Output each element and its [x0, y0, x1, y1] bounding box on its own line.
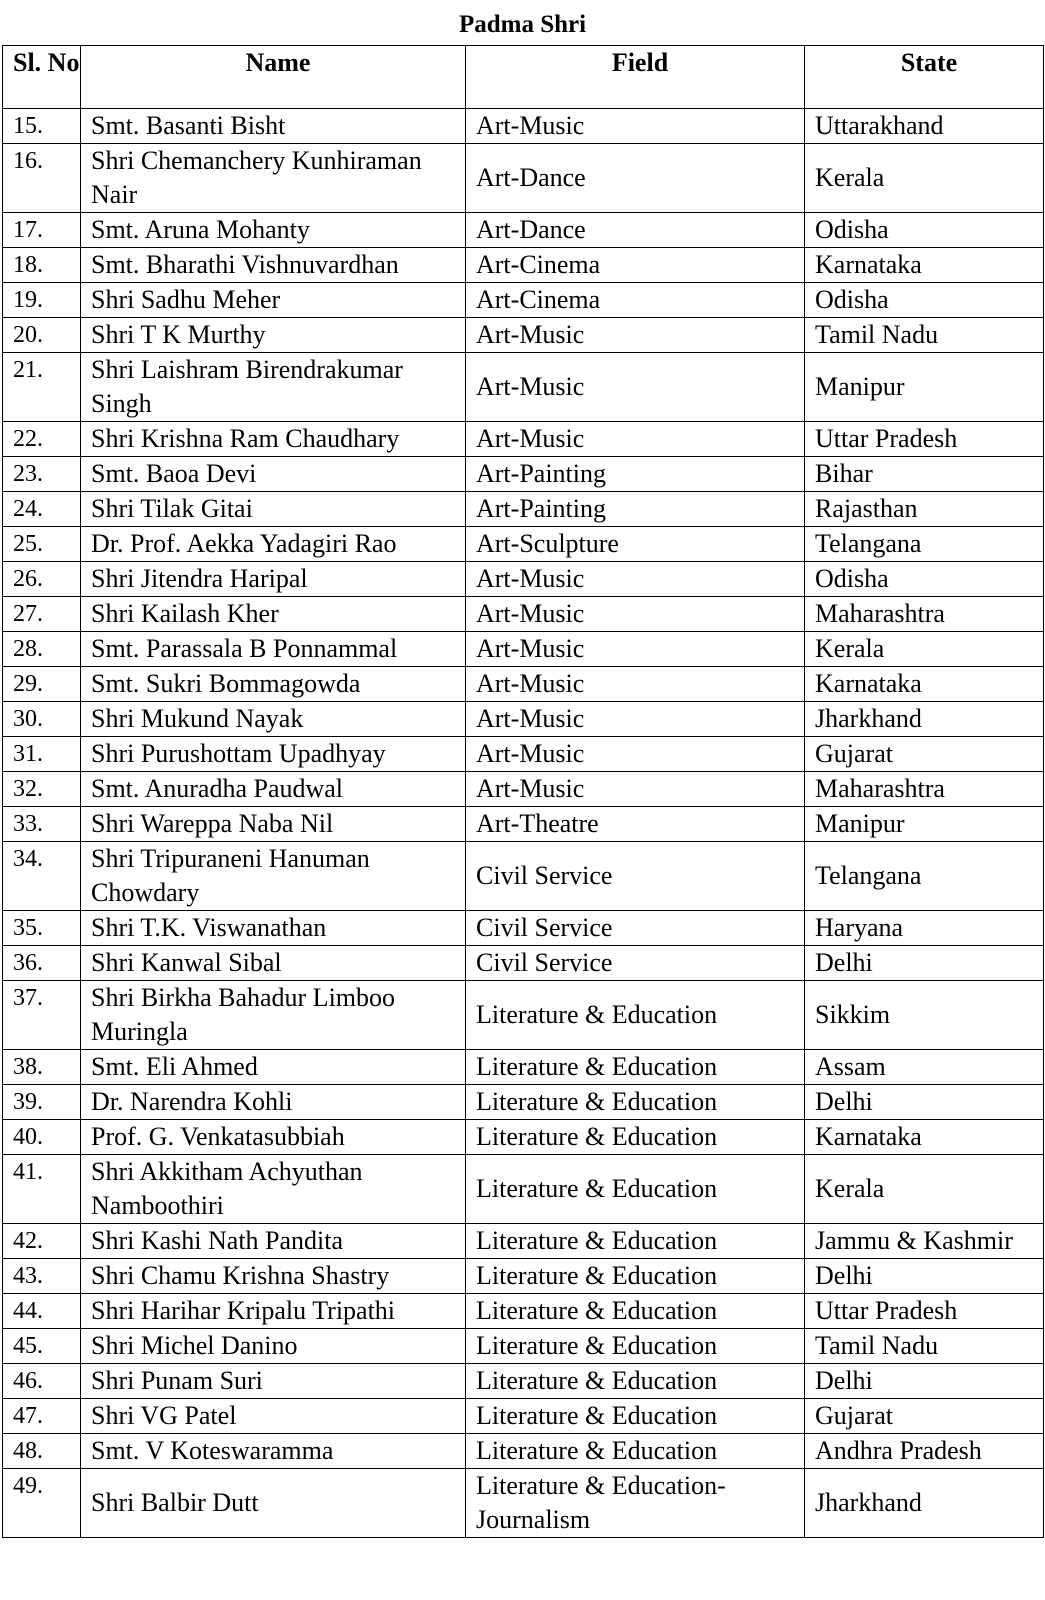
cell-name: Prof. G. Venkatasubbiah [81, 1120, 466, 1155]
cell-sl-no: 37. [3, 981, 81, 1050]
table-row [3, 248, 1044, 283]
cell-field: Literature & Education-Journalism [466, 1469, 805, 1538]
table-row [3, 632, 1044, 667]
cell-field: Literature & Education [466, 1085, 805, 1120]
cell-name: Shri Punam Suri [81, 1364, 466, 1399]
table-body [3, 109, 1044, 1538]
cell-sl-no: 27. [3, 597, 81, 632]
cell-sl-no: 44. [3, 1294, 81, 1329]
table-row [3, 702, 1044, 737]
table-row [3, 1259, 1044, 1294]
table-row [3, 1155, 1044, 1224]
table-row [3, 1085, 1044, 1120]
cell-sl-no: 32. [3, 772, 81, 807]
cell-sl-no: 21. [3, 353, 81, 422]
cell-state: Rajasthan [805, 492, 1044, 527]
table-row [3, 597, 1044, 632]
cell-field: Art-Music [466, 422, 805, 457]
cell-state: Tamil Nadu [805, 318, 1044, 353]
table-row [3, 422, 1044, 457]
table-row [3, 353, 1044, 422]
cell-name: Shri Birkha Bahadur Limboo Muringla [81, 981, 466, 1050]
cell-field: Art-Music [466, 109, 805, 144]
table-row [3, 1469, 1044, 1538]
cell-state: Delhi [805, 1085, 1044, 1120]
cell-sl-no: 33. [3, 807, 81, 842]
cell-field: Literature & Education [466, 1259, 805, 1294]
cell-sl-no: 20. [3, 318, 81, 353]
cell-state: Karnataka [805, 1120, 1044, 1155]
cell-name: Shri T K Murthy [81, 318, 466, 353]
cell-sl-no: 30. [3, 702, 81, 737]
cell-state: Manipur [805, 807, 1044, 842]
table-row [3, 283, 1044, 318]
cell-name: Shri Michel Danino [81, 1329, 466, 1364]
table-row [3, 1224, 1044, 1259]
cell-field: Art-Music [466, 702, 805, 737]
cell-sl-no: 29. [3, 667, 81, 702]
table-row [3, 562, 1044, 597]
cell-state: Karnataka [805, 667, 1044, 702]
cell-field: Literature & Education [466, 1364, 805, 1399]
cell-state: Uttar Pradesh [805, 1294, 1044, 1329]
cell-field: Literature & Education [466, 1434, 805, 1469]
cell-field: Art-Sculpture [466, 527, 805, 562]
cell-sl-no: 24. [3, 492, 81, 527]
table-row [3, 1364, 1044, 1399]
header-row [3, 46, 1044, 109]
cell-sl-no: 45. [3, 1329, 81, 1364]
cell-field: Art-Painting [466, 457, 805, 492]
cell-field: Art-Music [466, 667, 805, 702]
cell-state: Gujarat [805, 737, 1044, 772]
cell-sl-no: 39. [3, 1085, 81, 1120]
cell-state: Odisha [805, 283, 1044, 318]
header-state: State [805, 46, 1044, 109]
cell-sl-no: 34. [3, 842, 81, 911]
cell-state: Manipur [805, 353, 1044, 422]
cell-sl-no: 25. [3, 527, 81, 562]
cell-name: Shri Tilak Gitai [81, 492, 466, 527]
cell-field: Art-Theatre [466, 807, 805, 842]
cell-field: Art-Dance [466, 144, 805, 213]
table-row [3, 144, 1044, 213]
cell-state: Sikkim [805, 981, 1044, 1050]
cell-sl-no: 49. [3, 1469, 81, 1538]
cell-name: Dr. Narendra Kohli [81, 1085, 466, 1120]
cell-name: Shri Chamu Krishna Shastry [81, 1259, 466, 1294]
cell-name: Smt. Bharathi Vishnuvardhan [81, 248, 466, 283]
table-row [3, 457, 1044, 492]
cell-field: Literature & Education [466, 1329, 805, 1364]
cell-state: Jharkhand [805, 702, 1044, 737]
cell-sl-no: 18. [3, 248, 81, 283]
cell-name: Shri Chemanchery Kunhiraman Nair [81, 144, 466, 213]
cell-state: Haryana [805, 911, 1044, 946]
cell-sl-no: 28. [3, 632, 81, 667]
cell-state: Jharkhand [805, 1469, 1044, 1538]
cell-state: Uttarakhand [805, 109, 1044, 144]
cell-sl-no: 16. [3, 144, 81, 213]
cell-state: Assam [805, 1050, 1044, 1085]
cell-name: Smt. Sukri Bommagowda [81, 667, 466, 702]
cell-state: Delhi [805, 946, 1044, 981]
cell-state: Kerala [805, 1155, 1044, 1224]
header-field: Field [466, 46, 805, 109]
cell-field: Literature & Education [466, 1120, 805, 1155]
cell-field: Art-Music [466, 562, 805, 597]
cell-sl-no: 38. [3, 1050, 81, 1085]
cell-sl-no: 26. [3, 562, 81, 597]
cell-name: Smt. Eli Ahmed [81, 1050, 466, 1085]
cell-name: Smt. V Koteswaramma [81, 1434, 466, 1469]
table-row [3, 213, 1044, 248]
table-row [3, 109, 1044, 144]
cell-name: Shri Laishram Birendrakumar Singh [81, 353, 466, 422]
table-row [3, 1329, 1044, 1364]
cell-sl-no: 48. [3, 1434, 81, 1469]
cell-name: Shri Harihar Kripalu Tripathi [81, 1294, 466, 1329]
cell-field: Literature & Education [466, 1224, 805, 1259]
cell-state: Kerala [805, 632, 1044, 667]
table-row [3, 1399, 1044, 1434]
cell-state: Jammu & Kashmir [805, 1224, 1044, 1259]
cell-name: Smt. Basanti Bisht [81, 109, 466, 144]
table-row [3, 946, 1044, 981]
cell-name: Shri Tripuraneni Hanuman Chowdary [81, 842, 466, 911]
table-row [3, 737, 1044, 772]
cell-name: Shri Kailash Kher [81, 597, 466, 632]
header-sl-no: Sl. No [3, 46, 81, 109]
cell-field: Art-Cinema [466, 283, 805, 318]
cell-name: Shri Purushottam Upadhyay [81, 737, 466, 772]
cell-name: Smt. Anuradha Paudwal [81, 772, 466, 807]
cell-field: Literature & Education [466, 1399, 805, 1434]
cell-state: Odisha [805, 213, 1044, 248]
cell-name: Shri VG Patel [81, 1399, 466, 1434]
cell-sl-no: 47. [3, 1399, 81, 1434]
cell-field: Art-Music [466, 318, 805, 353]
table-row [3, 911, 1044, 946]
cell-state: Kerala [805, 144, 1044, 213]
cell-field: Art-Dance [466, 213, 805, 248]
table-row [3, 492, 1044, 527]
cell-field: Art-Music [466, 737, 805, 772]
cell-state: Odisha [805, 562, 1044, 597]
cell-sl-no: 36. [3, 946, 81, 981]
cell-field: Art-Music [466, 772, 805, 807]
cell-state: Telangana [805, 842, 1044, 911]
table-row [3, 842, 1044, 911]
cell-name: Shri Sadhu Meher [81, 283, 466, 318]
cell-name: Shri Balbir Dutt [81, 1469, 466, 1538]
cell-field: Civil Service [466, 842, 805, 911]
cell-sl-no: 40. [3, 1120, 81, 1155]
cell-state: Maharashtra [805, 772, 1044, 807]
table-row [3, 1434, 1044, 1469]
table-row [3, 981, 1044, 1050]
cell-sl-no: 42. [3, 1224, 81, 1259]
cell-name: Shri Kashi Nath Pandita [81, 1224, 466, 1259]
cell-state: Gujarat [805, 1399, 1044, 1434]
cell-state: Delhi [805, 1364, 1044, 1399]
cell-field: Art-Cinema [466, 248, 805, 283]
page-title: Padma Shri [458, 11, 587, 38]
cell-field: Civil Service [466, 946, 805, 981]
table-row [3, 1120, 1044, 1155]
cell-field: Literature & Education [466, 1050, 805, 1085]
cell-state: Bihar [805, 457, 1044, 492]
cell-name: Smt. Aruna Mohanty [81, 213, 466, 248]
cell-field: Literature & Education [466, 981, 805, 1050]
table-row [3, 527, 1044, 562]
cell-state: Andhra Pradesh [805, 1434, 1044, 1469]
cell-state: Karnataka [805, 248, 1044, 283]
cell-sl-no: 41. [3, 1155, 81, 1224]
cell-name: Shri T.K. Viswanathan [81, 911, 466, 946]
cell-sl-no: 23. [3, 457, 81, 492]
cell-field: Art-Music [466, 597, 805, 632]
cell-sl-no: 31. [3, 737, 81, 772]
cell-state: Tamil Nadu [805, 1329, 1044, 1364]
cell-sl-no: 22. [3, 422, 81, 457]
cell-name: Shri Krishna Ram Chaudhary [81, 422, 466, 457]
cell-sl-no: 46. [3, 1364, 81, 1399]
cell-sl-no: 19. [3, 283, 81, 318]
cell-sl-no: 35. [3, 911, 81, 946]
table-row [3, 1294, 1044, 1329]
cell-field: Art-Music [466, 353, 805, 422]
cell-sl-no: 17. [3, 213, 81, 248]
cell-state: Uttar Pradesh [805, 422, 1044, 457]
table-header [3, 46, 1044, 109]
header-name: Name [81, 46, 466, 109]
cell-name: Shri Wareppa Naba Nil [81, 807, 466, 842]
cell-name: Smt. Parassala B Ponnammal [81, 632, 466, 667]
table-row [3, 807, 1044, 842]
cell-sl-no: 15. [3, 109, 81, 144]
awards-table [2, 45, 1044, 1538]
cell-field: Art-Music [466, 632, 805, 667]
cell-name: Shri Kanwal Sibal [81, 946, 466, 981]
cell-field: Literature & Education [466, 1155, 805, 1224]
cell-state: Delhi [805, 1259, 1044, 1294]
cell-name: Smt. Baoa Devi [81, 457, 466, 492]
cell-sl-no: 43. [3, 1259, 81, 1294]
cell-name: Shri Jitendra Haripal [81, 562, 466, 597]
cell-name: Shri Mukund Nayak [81, 702, 466, 737]
cell-name: Shri Akkitham Achyuthan Namboothiri [81, 1155, 466, 1224]
cell-state: Telangana [805, 527, 1044, 562]
table-row [3, 772, 1044, 807]
table-row [3, 667, 1044, 702]
cell-field: Civil Service [466, 911, 805, 946]
cell-state: Maharashtra [805, 597, 1044, 632]
table-row [3, 1050, 1044, 1085]
cell-field: Art-Painting [466, 492, 805, 527]
cell-name: Dr. Prof. Aekka Yadagiri Rao [81, 527, 466, 562]
cell-field: Literature & Education [466, 1294, 805, 1329]
table-row [3, 318, 1044, 353]
